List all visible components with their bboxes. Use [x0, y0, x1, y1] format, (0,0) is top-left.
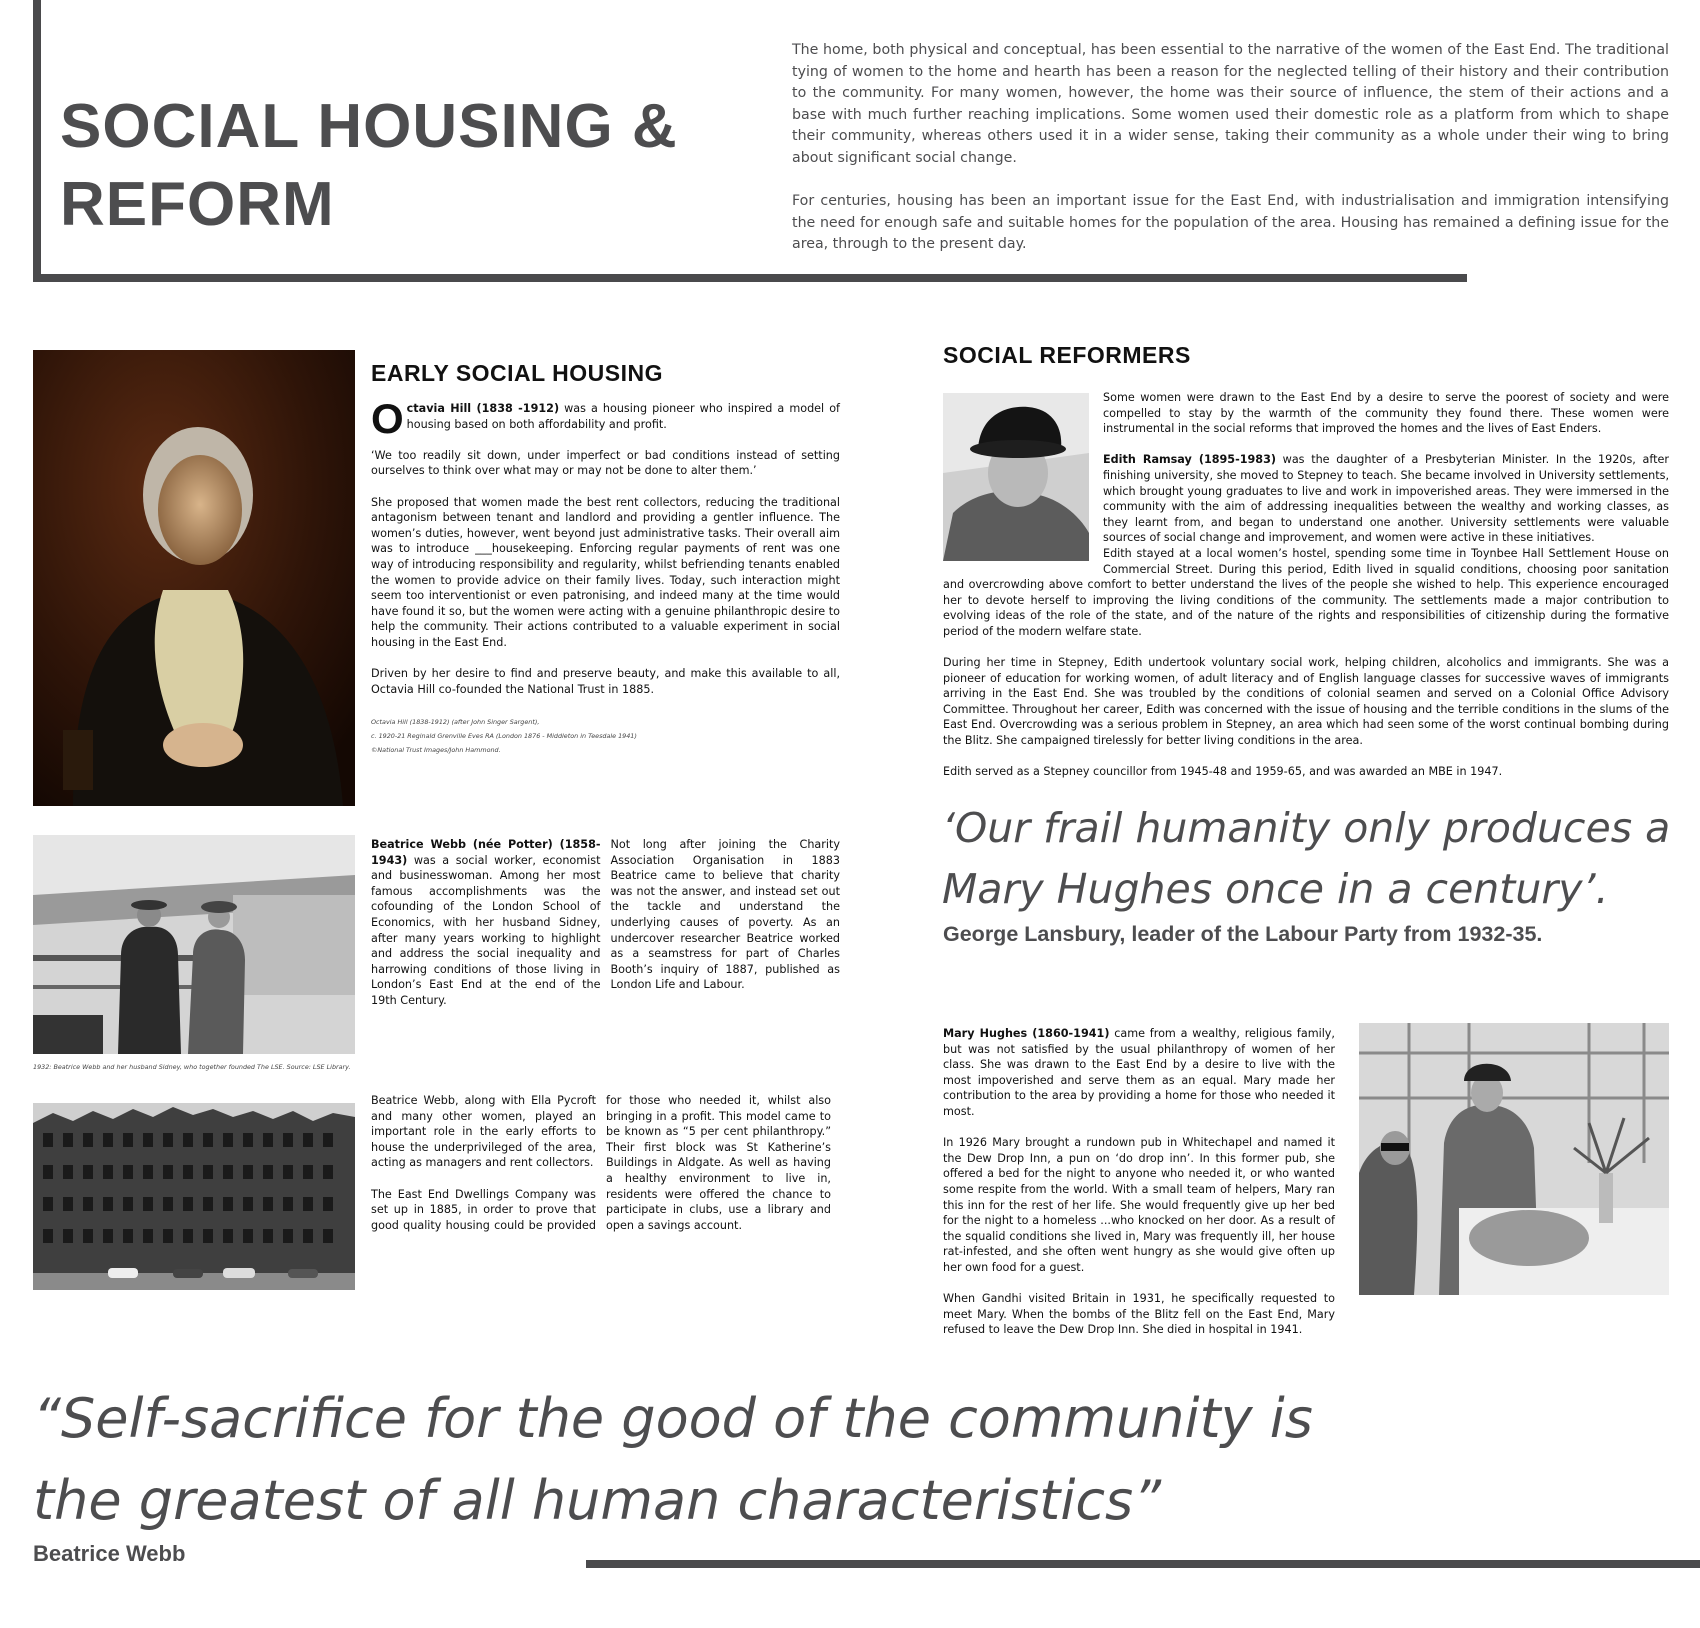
mary-paragraph-1-text: came from a wealthy, religious family, but was not satisfied by the usual philanthropy of women of her class. She was drawn to the East End by a desire to live with the most impoverished and serve them as an equal. Mary made her contribution to the area by providing a home for those who needed it most.: [943, 1027, 1335, 1118]
mary-paragraph-3: When Gandhi visited Britain in 1931, he specifically requested to meet Mary. When the bombs of the Blitz fell on the East End, Mary refused to leave the Dew Drop Inn. She died in hospital in 1941.: [943, 1292, 1335, 1337]
edith-paragraph-2: Edith stayed at a local women’s hostel, spending some time in Toynbee Hall Settlement House on Commercial Street. During this period, Edith lived in squalid conditions, choosing poor sanitation and overcrowding above comfort to better understand the lives of the people she wished to help. This experience encouraged her to devote herself to improving the living conditions of the community. The settlements made a major contribution to evolving ideas of the role of the state, and of the nature of the rights and responsibilities of citizenship during the formative period of the modern welfare state.: [943, 546, 1669, 638]
beatrice-webb-quote-attribution: Beatrice Webb: [33, 1541, 186, 1566]
edith-ramsay-text: [943, 390, 1669, 795]
early-social-housing-heading: EARLY SOCIAL HOUSING: [371, 360, 664, 386]
webb-couple-photo: [33, 835, 355, 1054]
beatrice-paragraph-2: Not long after joining the Charity Association Organisation in 1883 Beatrice came to believe that charity was not the answer, and instead set out the tackle and understand the underlying causes of poverty. As an undercover researcher Beatrice worked as a seamstress for part of Charles Booth’s inquiry of 1887, published as London Life and Labour.: [610, 838, 840, 992]
reformers-intro-paragraph: Some women were drawn to the East End by a desire to serve the poorest of society and were compelled to stay by the warmth of the community they found there. These women were instrumental in the social reforms that improved the homes and the lives of East Enders.: [1103, 391, 1669, 436]
intro-paragraph-2: For centuries, housing has been an important issue for the East End, with industrialisation and immigration intensifying the need for enough safe and suitable homes for the population of the area. Housing has remained a defining issue for the area, through to the present day.: [792, 193, 1669, 253]
webb-photo-caption: 1932: Beatrice Webb and her husband Sidney, who together founded The LSE. Source: LSE Library.: [33, 1063, 351, 1071]
beatrice-paragraph-1-text: was a social worker, economist and businesswoman. Among her most famous accomplishments was the cofounding of the London School of Economics, with her husband Sidney, after many years working to highlight and address the social inequality and harrowing conditions of those living in London’s East End at the end of the 19th Century.: [371, 853, 601, 1007]
octavia-caption-line-2: c. 1920-21 Reginald Grenville Eves RA (London 1876 - Middleton in Teesdale 1941): [371, 732, 637, 740]
octavia-quote: ‘We too readily sit down, under imperfect or bad conditions instead of setting ourselves to think over what may or may not be done to alter them.’: [371, 448, 840, 478]
beatrice-quote-line-2: the greatest of all human characteristics”: [33, 1469, 1162, 1532]
edith-paragraph-1-text: was the daughter of a Presbyterian Minister. In the 1920s, after finishing university, she moved to Stepney to teach. She became involved in University settlements, which brought young graduates to live and work in impoverished areas. They were immersed in the community with the aim of addressing inequalities between the wealthy and working classes, as they learnt from, and began to understand one another. University settlements were valuable sources of social change and improvement, and women were active in these initiatives.: [1103, 453, 1670, 545]
octavia-intro-text: was a housing pioneer who inspired a model of housing based on both affordability and profit.: [406, 402, 840, 431]
octavia-paragraph-2: She proposed that women made the best rent collectors, reducing the traditional antagonism between tenant and landlord and providing a gentler influence. The women’s duties, however, went beyond just administrative tasks. Their overall aim was to introduce ___housekeeping. Enforcing regular payments of rent was one way of introducing responsibility and regularity, whilst befriending tenants enabled the women to provide advice on their family lives. Today, such interaction might seem too interventionist or even patronising, and indeed many at the time would have found it so, but the women were acting with a genuine philanthropic desire to help the community. Their actions contributed to a valuable experiment in social housing in the East End.: [371, 495, 840, 649]
header-frame-left-rule: [33, 0, 41, 282]
dropcap-letter: O: [371, 395, 404, 442]
edith-name: Edith Ramsay (1895-1983): [1103, 453, 1276, 467]
east-end-dwellings-text: [371, 1093, 831, 1295]
edith-paragraph-4: Edith served as a Stepney councillor from 1945-48 and 1959-65, and was awarded an MBE in 1947.: [943, 765, 1503, 779]
edith-paragraph-3: During her time in Stepney, Edith undertook voluntary social work, helping children, alcoholics and immigrants. She was a pioneer of education for working women, of adult literacy and of English language classes for successive waves of immigrants arriving in the East End. She was troubled by the conditions of colonial seamen and served on a Colonial Office Advisory Committee. Throughout her career, Edith was concerned with the issue of housing and the terrible conditions in the slums of the East End. Overcrowding was a serious problem in Stepney, an area which had seen some of the worst continual bombing during the Blitz. She campaigned tirelessly for better living conditions in the area.: [943, 656, 1669, 748]
octavia-paragraph-3: Driven by her desire to find and preserve beauty, and make this available to all, Octavia Hill co-founded the National Trust in 1885.: [371, 667, 840, 696]
mary-hughes-photo: [1359, 1023, 1669, 1295]
dwellings-paragraph-2: The East End Dwellings Company was set up in 1885, in order to prove that good quality housing could be provided for those who needed it, whilst also bringing in a profit. This model came to be known as “5 per cent philanthropy.” Their first block was St Katherine’s Buildings in Aldgate. As well as having a healthy environment to live in, residents were offered the chance to participate in clubs, use a library and open a savings account.: [371, 1094, 831, 1232]
st-katherines-buildings-photo: [33, 1103, 355, 1290]
beatrice-name: Beatrice Webb (née Potter) (1858-1943): [371, 838, 601, 867]
octavia-name: ctavia Hill (1838 -1912): [406, 402, 560, 415]
mary-hughes-quote: ‘Our frail humanity only produces a Mary Hughes once in a century’.: [942, 804, 1671, 913]
octavia-caption-line-3: ©National Trust Images/John Hammond.: [371, 746, 501, 754]
mary-hughes-text: [943, 1026, 1335, 1353]
mary-name: Mary Hughes (1860-1941): [943, 1027, 1110, 1040]
page-title-line-2: REFORM: [60, 170, 335, 239]
beatrice-webb-quote: [33, 1378, 1433, 1542]
mary-hughes-quote-attribution: George Lansbury, leader of the Labour Party from 1932-35.: [943, 922, 1543, 946]
beatrice-quote-line-1: “Self-sacrifice for the good of the community is: [33, 1387, 1313, 1450]
octavia-hill-portrait: [33, 350, 355, 806]
mary-paragraph-1: [943, 1026, 1335, 1120]
beatrice-paragraph-1: [371, 837, 601, 1009]
beatrice-webb-text: [371, 837, 840, 1047]
dwellings-paragraph-1: Beatrice Webb, along with Ella Pycroft and many other women, played an important role in the early efforts to house the underprivileged of the area, acting as managers and rent collectors.: [371, 1094, 596, 1170]
octavia-hill-text: [371, 395, 840, 713]
octavia-caption-line-1: Octavia Hill (1838-1912) (after John Singer Sargent),: [371, 718, 540, 726]
page-title: [60, 88, 760, 244]
page-title-line-1: SOCIAL HOUSING &: [60, 92, 678, 161]
mary-paragraph-2: In 1926 Mary brought a rundown pub in Whitechapel and named it the Dew Drop Inn, a pun on ‘do drop inn’. In this former pub, she offered a bed for the night to anyone who needed it, or who wanted some respite from the world. With a small team of helpers, Mary ran this inn for the rest of her life. She would frequently give up her bed for the night to a homeless ...who knocked on her door. As a result of the squalid conditions she lived in, Mary was frequently ill, her house rat-infested, and she often went hungry as she would give often up her own food for a guest.: [943, 1136, 1335, 1274]
social-reformers-heading: SOCIAL REFORMERS: [943, 342, 1191, 368]
octavia-portrait-caption: [371, 715, 831, 757]
edith-ramsay-photo: [943, 393, 1089, 561]
footer-rule: [586, 1560, 1700, 1568]
intro-paragraph-1: The home, both physical and conceptual, has been essential to the narrative of the women of the East End. The traditional tying of women to the home and hearth has been a reason for the neglected telling of their history and their contribution to the community. For many women, however, the home was their source of influence, the stem of their actions and a base with much further reaching implications. Some women used their domestic role as a platform from which to shape their community, whereas others used it in a wider sense, taking their community as a whole under their wing to bring about significant social change.: [792, 42, 1669, 166]
octavia-intro-paragraph: [371, 395, 840, 442]
intro-text: [792, 40, 1669, 278]
